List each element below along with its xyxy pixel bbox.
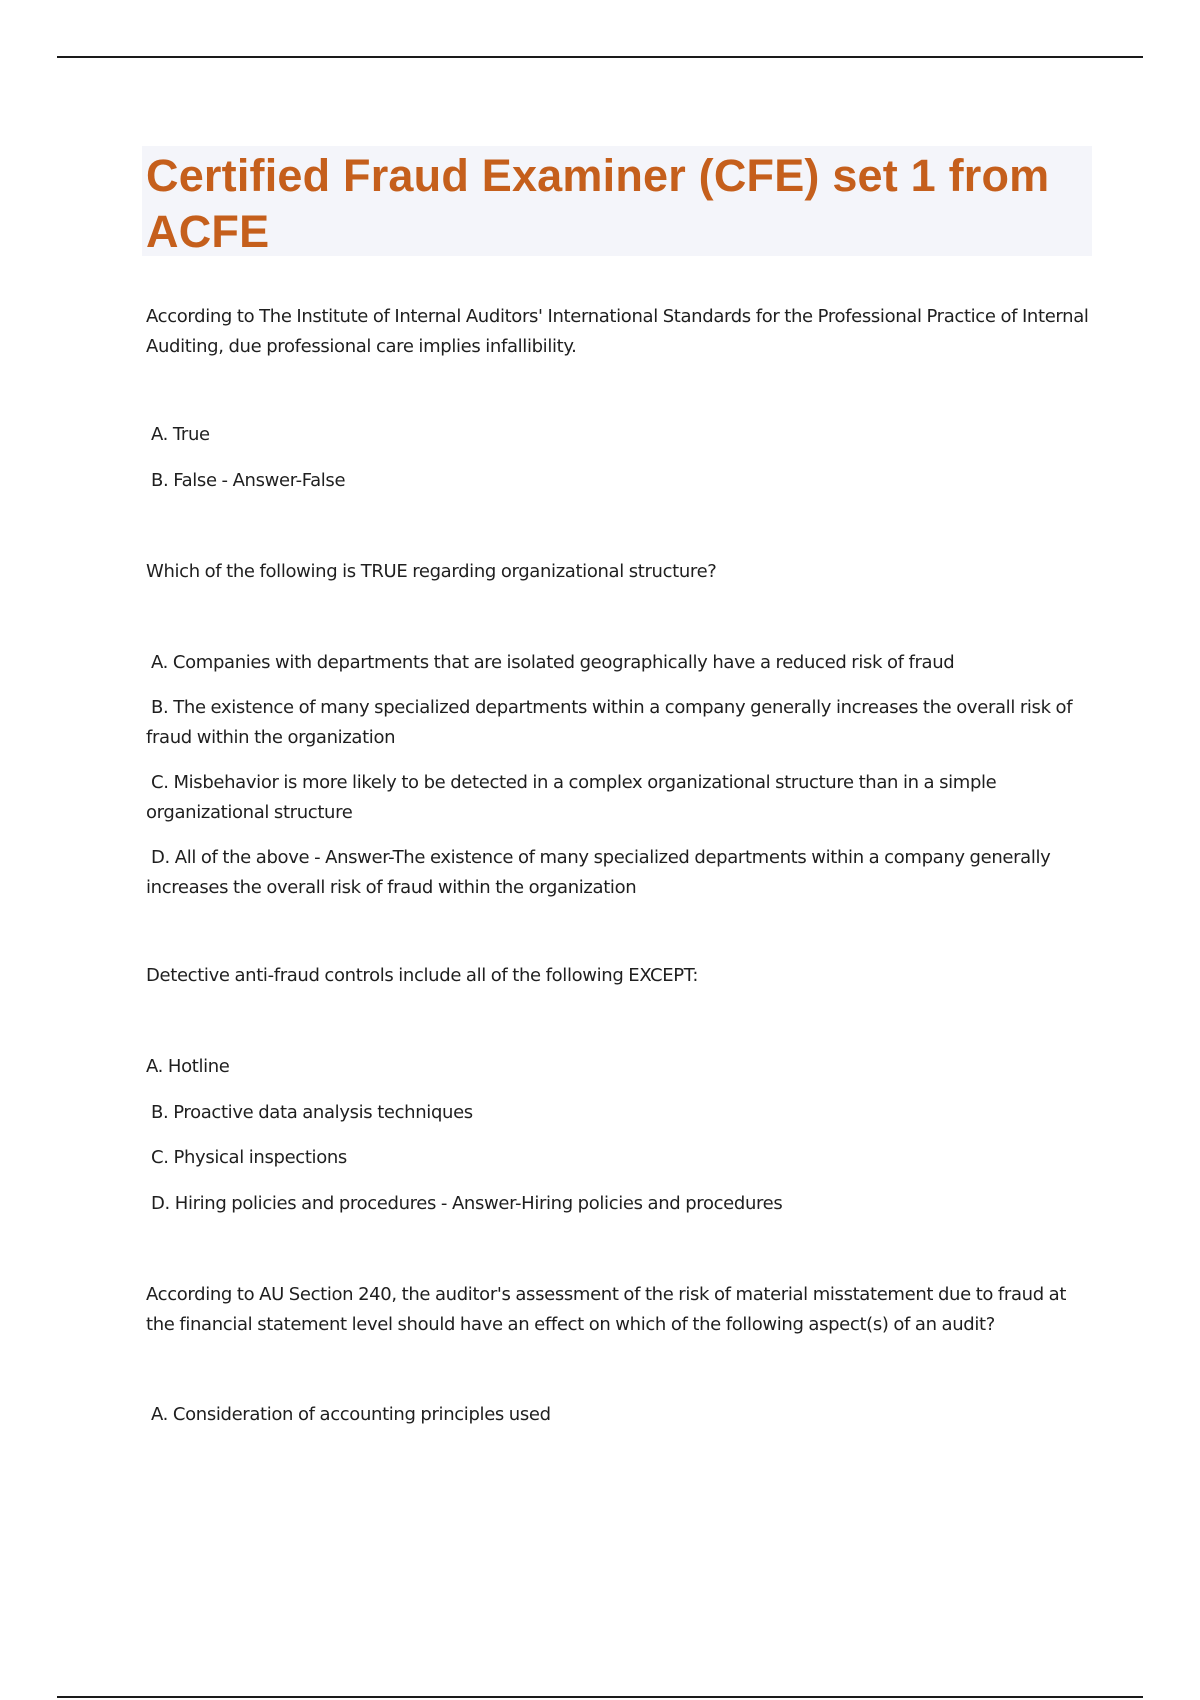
question-2-option-b: B. The existence of many specialized departments within a company generally increases the overall risk of fraud within the organization <box>146 697 1073 748</box>
question-3-option-a: A. Hotline <box>146 1056 230 1077</box>
bottom-rule <box>57 1696 1143 1698</box>
question-2-option-a: A. Companies with departments that are isolated geographically have a reduced risk of fraud <box>151 652 955 673</box>
question-2-option-c: C. Misbehavior is more likely to be detected in a complex organizational structure than in a simple organizational structure <box>146 772 997 823</box>
top-rule <box>57 56 1143 58</box>
document-title: Certified Fraud Examiner (CFE) set 1 from ACFE <box>146 150 1050 257</box>
question-4-text: According to AU Section 240, the auditor's assessment of the risk of material misstatement due to fraud at the financial statement level should have an effect on which of the following aspect(s) of an audit? <box>146 1284 1067 1335</box>
question-3-option-c: C. Physical inspections <box>151 1147 347 1168</box>
question-2-text: Which of the following is TRUE regarding organizational structure? <box>146 561 717 582</box>
question-2-option-d: D. All of the above - Answer-The existence of many specialized departments within a company generally increases the overall risk of fraud within the organization <box>146 847 1051 898</box>
question-1-text: According to The Institute of Internal Auditors' International Standards for the Professional Practice of Internal Auditing, due professional care implies infallibility. <box>146 306 1089 357</box>
question-3-option-d: D. Hiring policies and procedures - Answer-Hiring policies and procedures <box>151 1193 783 1214</box>
question-1-option-b: B. False - Answer-False <box>151 470 346 491</box>
question-3-text: Detective anti-fraud controls include all of the following EXCEPT: <box>146 965 699 986</box>
question-3-option-b: B. Proactive data analysis techniques <box>151 1102 473 1123</box>
question-4-option-a: A. Consideration of accounting principles used <box>151 1404 551 1425</box>
question-1-option-a: A. True <box>151 424 210 445</box>
